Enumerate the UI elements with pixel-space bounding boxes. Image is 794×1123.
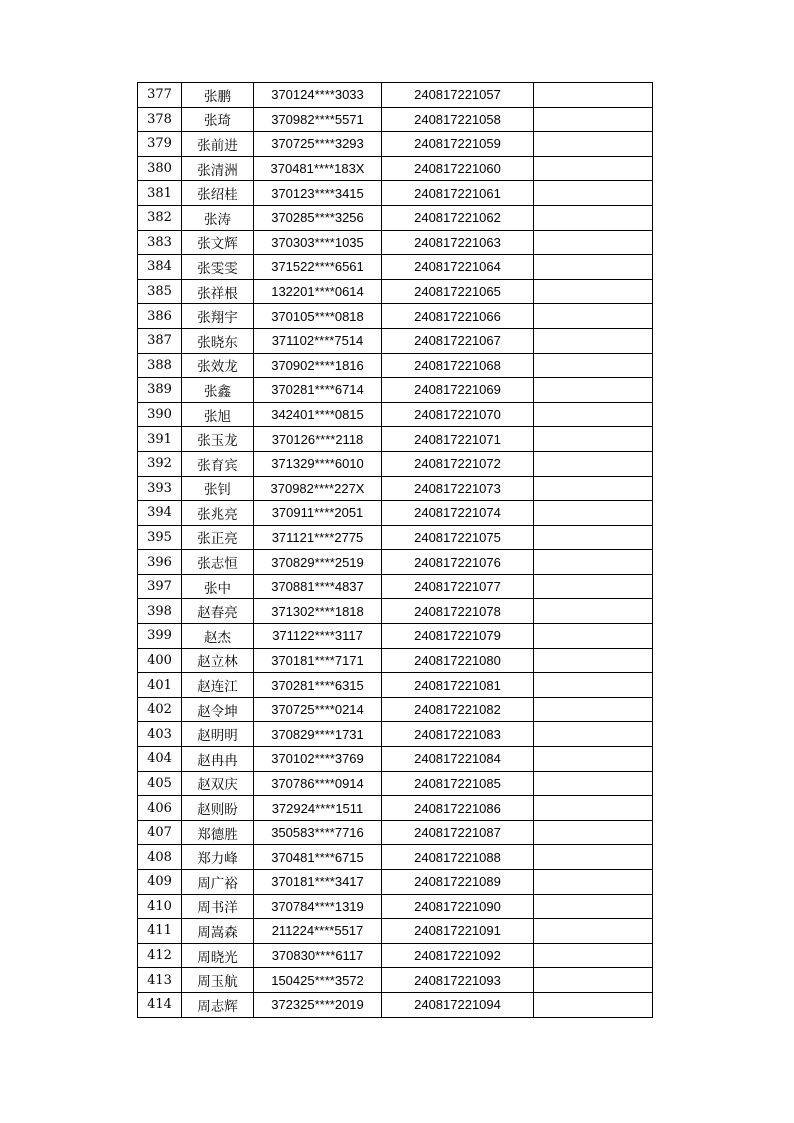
name-cell: 张正亮 — [182, 525, 254, 550]
remarks-cell — [534, 648, 653, 673]
remarks-cell — [534, 919, 653, 944]
ticket-number-cell: 240817221078 — [382, 599, 534, 624]
remarks-cell — [534, 328, 653, 353]
id-number-cell: 370303****1035 — [254, 230, 382, 255]
row-number-cell: 410 — [138, 894, 182, 919]
ticket-number-cell: 240817221059 — [382, 132, 534, 157]
row-number-cell: 394 — [138, 501, 182, 526]
name-cell: 张兆亮 — [182, 501, 254, 526]
ticket-number-cell: 240817221075 — [382, 525, 534, 550]
table-row — [138, 894, 653, 919]
row-number-cell: 387 — [138, 328, 182, 353]
name-cell: 张前进 — [182, 132, 254, 157]
ticket-number-cell: 240817221093 — [382, 968, 534, 993]
id-number-cell: 370725****3293 — [254, 132, 382, 157]
id-number-cell: 372924****1511 — [254, 796, 382, 821]
remarks-cell — [534, 820, 653, 845]
row-number-cell: 399 — [138, 624, 182, 649]
table-row — [138, 673, 653, 698]
ticket-number-cell: 240817221073 — [382, 476, 534, 501]
ticket-number-cell: 240817221084 — [382, 747, 534, 772]
ticket-number-cell: 240817221064 — [382, 255, 534, 280]
row-number-cell: 388 — [138, 353, 182, 378]
row-number-cell: 393 — [138, 476, 182, 501]
roster-table-body — [138, 83, 653, 1018]
table-row — [138, 378, 653, 403]
row-number-cell: 385 — [138, 279, 182, 304]
name-cell: 张效龙 — [182, 353, 254, 378]
row-number-cell: 400 — [138, 648, 182, 673]
table-row — [138, 107, 653, 132]
name-cell: 张晓东 — [182, 328, 254, 353]
remarks-cell — [534, 83, 653, 108]
remarks-cell — [534, 107, 653, 132]
row-number-cell: 403 — [138, 722, 182, 747]
ticket-number-cell: 240817221094 — [382, 992, 534, 1017]
table-row — [138, 156, 653, 181]
remarks-cell — [534, 968, 653, 993]
ticket-number-cell: 240817221090 — [382, 894, 534, 919]
table-row — [138, 574, 653, 599]
table-row — [138, 722, 653, 747]
remarks-cell — [534, 476, 653, 501]
ticket-number-cell: 240817221092 — [382, 943, 534, 968]
ticket-number-cell: 240817221085 — [382, 771, 534, 796]
row-number-cell: 386 — [138, 304, 182, 329]
remarks-cell — [534, 132, 653, 157]
row-number-cell: 381 — [138, 181, 182, 206]
row-number-cell: 414 — [138, 992, 182, 1017]
table-row — [138, 992, 653, 1017]
name-cell: 周志辉 — [182, 992, 254, 1017]
row-number-cell: 402 — [138, 697, 182, 722]
remarks-cell — [534, 574, 653, 599]
table-row — [138, 83, 653, 108]
id-number-cell: 370902****1816 — [254, 353, 382, 378]
ticket-number-cell: 240817221088 — [382, 845, 534, 870]
row-number-cell: 396 — [138, 550, 182, 575]
table-row — [138, 943, 653, 968]
id-number-cell: 370982****227X — [254, 476, 382, 501]
row-number-cell: 380 — [138, 156, 182, 181]
row-number-cell: 401 — [138, 673, 182, 698]
remarks-cell — [534, 353, 653, 378]
ticket-number-cell: 240817221062 — [382, 205, 534, 230]
remarks-cell — [534, 156, 653, 181]
table-row — [138, 427, 653, 452]
remarks-cell — [534, 599, 653, 624]
table-row — [138, 599, 653, 624]
name-cell: 张鹏 — [182, 83, 254, 108]
name-cell: 张文辉 — [182, 230, 254, 255]
ticket-number-cell: 240817221086 — [382, 796, 534, 821]
id-number-cell: 371329****6010 — [254, 451, 382, 476]
remarks-cell — [534, 378, 653, 403]
name-cell: 赵双庆 — [182, 771, 254, 796]
id-number-cell: 370281****6315 — [254, 673, 382, 698]
table-row — [138, 845, 653, 870]
id-number-cell: 370784****1319 — [254, 894, 382, 919]
table-row — [138, 968, 653, 993]
table-row — [138, 476, 653, 501]
name-cell: 周玉航 — [182, 968, 254, 993]
remarks-cell — [534, 279, 653, 304]
row-number-cell: 391 — [138, 427, 182, 452]
remarks-cell — [534, 747, 653, 772]
name-cell: 赵连江 — [182, 673, 254, 698]
row-number-cell: 405 — [138, 771, 182, 796]
id-number-cell: 370829****1731 — [254, 722, 382, 747]
name-cell: 周书洋 — [182, 894, 254, 919]
id-number-cell: 370181****3417 — [254, 870, 382, 895]
remarks-cell — [534, 451, 653, 476]
name-cell: 张祥根 — [182, 279, 254, 304]
table-row — [138, 181, 653, 206]
id-number-cell: 370982****5571 — [254, 107, 382, 132]
ticket-number-cell: 240817221060 — [382, 156, 534, 181]
row-number-cell: 413 — [138, 968, 182, 993]
id-number-cell: 371121****2775 — [254, 525, 382, 550]
remarks-cell — [534, 230, 653, 255]
name-cell: 张玉龙 — [182, 427, 254, 452]
id-number-cell: 132201****0614 — [254, 279, 382, 304]
name-cell: 张涛 — [182, 205, 254, 230]
ticket-number-cell: 240817221072 — [382, 451, 534, 476]
table-row — [138, 402, 653, 427]
id-number-cell: 370829****2519 — [254, 550, 382, 575]
id-number-cell: 371102****7514 — [254, 328, 382, 353]
name-cell: 周广裕 — [182, 870, 254, 895]
table-row — [138, 525, 653, 550]
row-number-cell: 382 — [138, 205, 182, 230]
remarks-cell — [534, 722, 653, 747]
ticket-number-cell: 240817221069 — [382, 378, 534, 403]
name-cell: 赵杰 — [182, 624, 254, 649]
id-number-cell: 371302****1818 — [254, 599, 382, 624]
table-row — [138, 648, 653, 673]
id-number-cell: 211224****5517 — [254, 919, 382, 944]
row-number-cell: 398 — [138, 599, 182, 624]
ticket-number-cell: 240817221079 — [382, 624, 534, 649]
ticket-number-cell: 240817221071 — [382, 427, 534, 452]
remarks-cell — [534, 205, 653, 230]
remarks-cell — [534, 525, 653, 550]
remarks-cell — [534, 870, 653, 895]
name-cell: 张清洲 — [182, 156, 254, 181]
ticket-number-cell: 240817221066 — [382, 304, 534, 329]
id-number-cell: 371122****3117 — [254, 624, 382, 649]
ticket-number-cell: 240817221061 — [382, 181, 534, 206]
id-number-cell: 350583****7716 — [254, 820, 382, 845]
ticket-number-cell: 240817221083 — [382, 722, 534, 747]
remarks-cell — [534, 501, 653, 526]
row-number-cell: 411 — [138, 919, 182, 944]
name-cell: 张中 — [182, 574, 254, 599]
remarks-cell — [534, 624, 653, 649]
row-number-cell: 379 — [138, 132, 182, 157]
roster-table — [137, 82, 653, 1018]
ticket-number-cell: 240817221070 — [382, 402, 534, 427]
name-cell: 赵令坤 — [182, 697, 254, 722]
remarks-cell — [534, 697, 653, 722]
name-cell: 赵立林 — [182, 648, 254, 673]
table-row — [138, 205, 653, 230]
remarks-cell — [534, 992, 653, 1017]
remarks-cell — [534, 771, 653, 796]
table-row — [138, 132, 653, 157]
name-cell: 张雯雯 — [182, 255, 254, 280]
table-row — [138, 304, 653, 329]
name-cell: 张育宾 — [182, 451, 254, 476]
row-number-cell: 378 — [138, 107, 182, 132]
name-cell: 赵明明 — [182, 722, 254, 747]
ticket-number-cell: 240817221080 — [382, 648, 534, 673]
ticket-number-cell: 240817221077 — [382, 574, 534, 599]
table-row — [138, 697, 653, 722]
name-cell: 赵冉冉 — [182, 747, 254, 772]
name-cell: 郑德胜 — [182, 820, 254, 845]
id-number-cell: 370123****3415 — [254, 181, 382, 206]
table-row — [138, 353, 653, 378]
id-number-cell: 342401****0815 — [254, 402, 382, 427]
row-number-cell: 390 — [138, 402, 182, 427]
table-row — [138, 870, 653, 895]
row-number-cell: 384 — [138, 255, 182, 280]
ticket-number-cell: 240817221087 — [382, 820, 534, 845]
id-number-cell: 370481****6715 — [254, 845, 382, 870]
remarks-cell — [534, 894, 653, 919]
name-cell: 张翔宇 — [182, 304, 254, 329]
ticket-number-cell: 240817221068 — [382, 353, 534, 378]
name-cell: 张旭 — [182, 402, 254, 427]
name-cell: 周嵩森 — [182, 919, 254, 944]
id-number-cell: 371522****6561 — [254, 255, 382, 280]
table-row — [138, 624, 653, 649]
table-row — [138, 255, 653, 280]
id-number-cell: 370126****2118 — [254, 427, 382, 452]
row-number-cell: 412 — [138, 943, 182, 968]
remarks-cell — [534, 304, 653, 329]
name-cell: 张绍桂 — [182, 181, 254, 206]
ticket-number-cell: 240817221091 — [382, 919, 534, 944]
row-number-cell: 392 — [138, 451, 182, 476]
row-number-cell: 397 — [138, 574, 182, 599]
row-number-cell: 389 — [138, 378, 182, 403]
remarks-cell — [534, 673, 653, 698]
name-cell: 赵则盼 — [182, 796, 254, 821]
name-cell: 赵春亮 — [182, 599, 254, 624]
row-number-cell: 377 — [138, 83, 182, 108]
ticket-number-cell: 240817221067 — [382, 328, 534, 353]
ticket-number-cell: 240817221076 — [382, 550, 534, 575]
row-number-cell: 395 — [138, 525, 182, 550]
id-number-cell: 370911****2051 — [254, 501, 382, 526]
table-row — [138, 328, 653, 353]
remarks-cell — [534, 943, 653, 968]
table-row — [138, 451, 653, 476]
id-number-cell: 370285****3256 — [254, 205, 382, 230]
row-number-cell: 383 — [138, 230, 182, 255]
ticket-number-cell: 240817221065 — [382, 279, 534, 304]
id-number-cell: 370881****4837 — [254, 574, 382, 599]
table-row — [138, 230, 653, 255]
name-cell: 郑力峰 — [182, 845, 254, 870]
id-number-cell: 370105****0818 — [254, 304, 382, 329]
ticket-number-cell: 240817221058 — [382, 107, 534, 132]
id-number-cell: 370725****0214 — [254, 697, 382, 722]
ticket-number-cell: 240817221089 — [382, 870, 534, 895]
remarks-cell — [534, 845, 653, 870]
table-row — [138, 279, 653, 304]
id-number-cell: 370124****3033 — [254, 83, 382, 108]
name-cell: 张钊 — [182, 476, 254, 501]
table-row — [138, 747, 653, 772]
id-number-cell: 370181****7171 — [254, 648, 382, 673]
remarks-cell — [534, 427, 653, 452]
remarks-cell — [534, 402, 653, 427]
id-number-cell: 150425****3572 — [254, 968, 382, 993]
table-row — [138, 501, 653, 526]
name-cell: 周晓光 — [182, 943, 254, 968]
row-number-cell: 407 — [138, 820, 182, 845]
name-cell: 张鑫 — [182, 378, 254, 403]
name-cell: 张琦 — [182, 107, 254, 132]
row-number-cell: 404 — [138, 747, 182, 772]
remarks-cell — [534, 255, 653, 280]
id-number-cell: 370102****3769 — [254, 747, 382, 772]
id-number-cell: 370830****6117 — [254, 943, 382, 968]
row-number-cell: 406 — [138, 796, 182, 821]
remarks-cell — [534, 796, 653, 821]
ticket-number-cell: 240817221057 — [382, 83, 534, 108]
id-number-cell: 370481****183X — [254, 156, 382, 181]
ticket-number-cell: 240817221063 — [382, 230, 534, 255]
ticket-number-cell: 240817221082 — [382, 697, 534, 722]
remarks-cell — [534, 181, 653, 206]
table-row — [138, 550, 653, 575]
id-number-cell: 370281****6714 — [254, 378, 382, 403]
table-row — [138, 820, 653, 845]
table-row — [138, 796, 653, 821]
table-row — [138, 919, 653, 944]
row-number-cell: 408 — [138, 845, 182, 870]
table-row — [138, 771, 653, 796]
remarks-cell — [534, 550, 653, 575]
ticket-number-cell: 240817221074 — [382, 501, 534, 526]
row-number-cell: 409 — [138, 870, 182, 895]
name-cell: 张志恒 — [182, 550, 254, 575]
id-number-cell: 370786****0914 — [254, 771, 382, 796]
id-number-cell: 372325****2019 — [254, 992, 382, 1017]
ticket-number-cell: 240817221081 — [382, 673, 534, 698]
